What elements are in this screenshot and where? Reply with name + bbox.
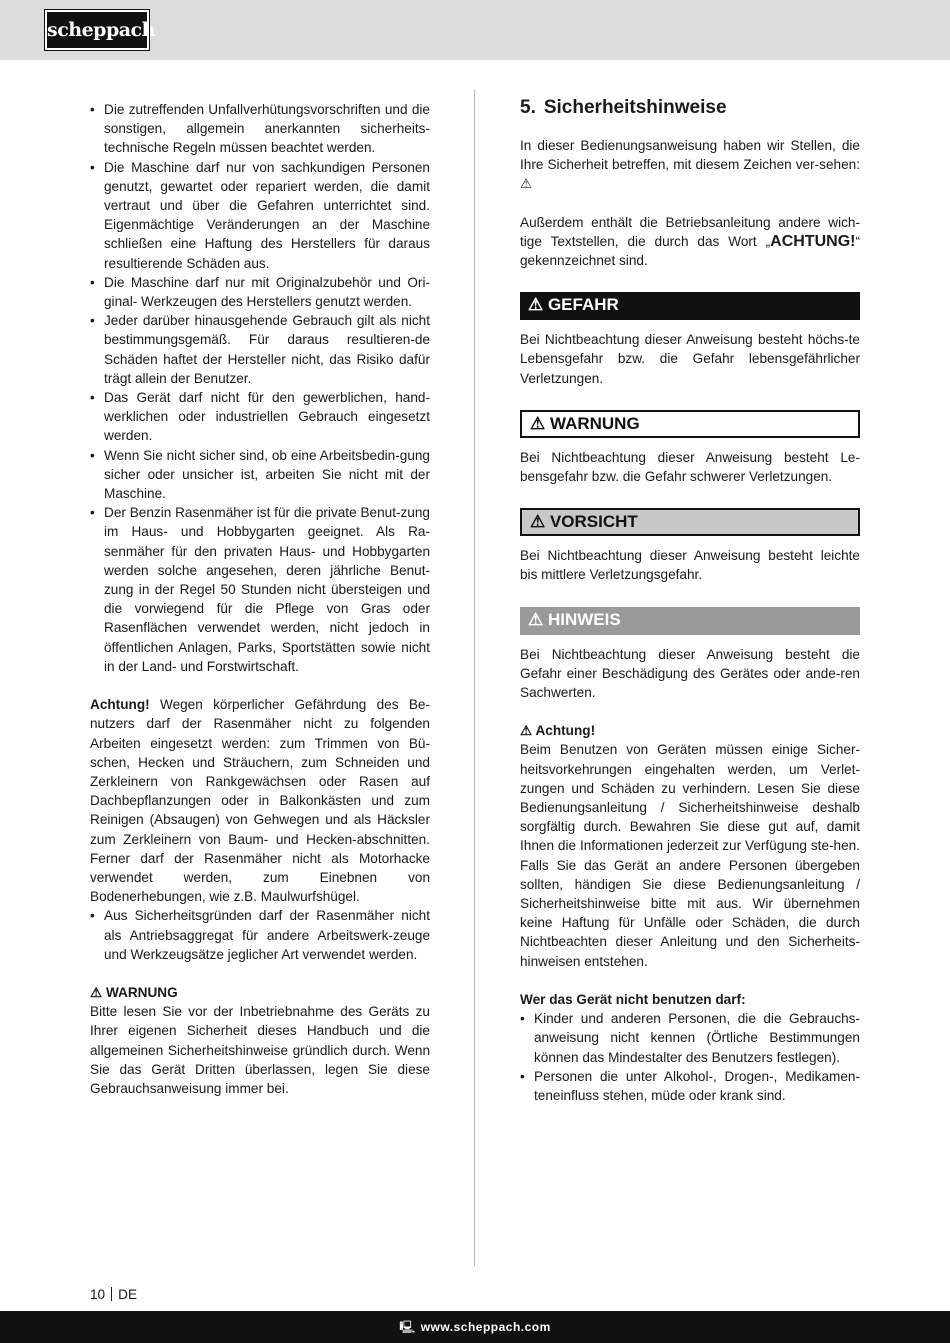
left-column: [90, 100, 430, 1098]
vorsicht-signal-box: ⚠ VORSICHT: [520, 508, 860, 536]
right-column: [520, 96, 860, 1105]
intro-paragraph-1: In dieser Bedienungsanweisung haben wir Stellen, die Ihre Sicherheit betreffen, mit diesem Zeichen ver-sehen: ⚠: [520, 138, 860, 192]
column-divider: [474, 90, 475, 1266]
gefahr-text: Bei Nichtbeachtung dieser Anweisung besteht höchs-te Lebensgefahr bzw. die Gefahr lebensgefährlicher Verletzungen.: [520, 332, 860, 386]
achtung-label: Achtung!: [90, 697, 150, 713]
language-code: DE: [118, 1287, 138, 1302]
list-item: • Der Benzin Rasenmäher ist für die private Benut-zung im Haus- und Hobbygarten geeignet. Als Ra-senmäher für den privaten Haus- und Hobbygarten werden solche angesehen, deren jährliche Benut-zung in der Regel 50 Stunden nicht übersteigen und die vorwiegend für die Pflege von Gras oder Rasenflächen verwendet werden, nicht jedoch in öffentlichen Anlagen, Parks, Sportstätten sowie nicht in der Land- und Forstwirtschaft.: [90, 503, 430, 676]
gefahr-signal-box: ⚠ GEFAHR: [520, 292, 860, 320]
intro-paragraph-2: [520, 213, 860, 271]
section-number: 5.: [520, 97, 536, 118]
achtung-right-text: Beim Benutzen von Geräten müssen einige Sicher-heitsvorkehrungen eingehalten werden, um Verlet-zungen und Schäden zu verhindern. Lesen Sie diese Bedienungsanleitung / Sicherheitshinweise deshalb sorgfältig durch. Bewahren Sie diese gut auf, damit Ihnen die Informationen jederzeit zur Verfügung ste-hen. Falls Sie das Gerät an andere Personen übergeben sollten, händigen Sie diese Bedienungsanleitung / Sicherheitshinweise bitte mit aus. Wir übernehmen keine Haftung für Unfälle oder Schäden, die durch Nichtbeachten dieser Anleitung und den Sicherheits-hinweisen entstehen.: [520, 742, 860, 969]
warnung-signal-box: ⚠ WARNUNG: [520, 410, 860, 438]
nicht-benutzen-list: [520, 1009, 860, 1105]
achtung-text: Wegen körperlicher Gefährdung des Be-nutzers darf der Rasenmäher nicht zu folgenden Arbeiten eingesetzt werden: zum Trimmen von Bü-schen, Hecken und Sträuchern, zum Schneiden und Zerkleinern von Rankgewächsen oder Rasen auf Dachbepflanzungen oder in Balkonkästen und zum Reinigen (Absaugen) von Gehwegen und als Häcksler zum Zerkleinern von Baum- und Hecken-abschnitten. Ferner darf der Rasenmäher nicht als Motorhacke verwendet werden, zum Einebnen von Bodenerhebungen, wie z.B. Maulwurfshügel.: [90, 697, 430, 905]
website-link[interactable]: www.scheppach.com: [420, 1320, 551, 1334]
section-title-text: Sicherheitshinweise: [543, 97, 727, 118]
list-item: • Die zutreffenden Unfallverhütungsvorschriften und die sonstigen, allgemein anerkannten sicherheits-technische Regeln müssen beachtet werden.: [90, 100, 430, 158]
achtung-word: ACHTUNG!: [770, 232, 856, 250]
footer-bar: [0, 1311, 950, 1343]
vorsicht-text: Bei Nichtbeachtung dieser Anweisung besteht leichte bis mittlere Verletzungsgefahr.: [520, 548, 860, 583]
achtung-heading: ⚠ Achtung!: [520, 723, 596, 739]
hinweis-text: Bei Nichtbeachtung dieser Anweisung besteht die Gefahr einer Beschädigung des Gerätes oder ande-ren Sachwerten.: [520, 646, 860, 701]
list-item: • Kinder und anderen Personen, die die Gebrauchs-anweisung nicht kennen (Örtliche Bestimmungen können das Mindestalter des Benutzers festlegen).: [520, 1009, 860, 1067]
list-item: • Aus Sicherheitsgründen darf der Rasenmäher nicht als Antriebsaggregat für andere Arbeitswerk-zeuge und Werkzeugsätze jeglicher Art verwendet werden.: [90, 906, 430, 964]
page-number-value: 10: [90, 1287, 106, 1302]
intro2-post: “ gekennzeichnet sind.: [520, 233, 860, 269]
list-item: • Die Maschine darf nur mit Originalzubehör und Ori-ginal- Werkzeugen des Herstellers genutzt werden.: [90, 273, 430, 311]
page-separator: [111, 1287, 112, 1301]
list-item: • Die Maschine darf nur von sachkundigen Personen genutzt, gewartet oder repariert werden, die damit vertraut und über die Gefahren unterrichtet sind. Eigenmächtige Veränderungen an der Maschine schließen eine Haftung des Herstellers für daraus resultierende Schäden aus.: [90, 158, 430, 273]
warnung-right-text: Bei Nichtbeachtung dieser Anweisung besteht Le-bensgefahr bzw. die Gefahr schwerer Verletzungen.: [520, 449, 860, 485]
intro2-pre: Außerdem enthält die Betriebsanleitung andere wich-tige Textstellen, die durch das Wort „: [520, 214, 860, 249]
list-item: • Personen die unter Alkohol-, Drogen-, Medikamen-teneinfluss stehen, müde oder krank sind.: [520, 1067, 860, 1105]
computer-icon: 🖳: [399, 1320, 416, 1334]
warnung-heading: ⚠ WARNUNG: [90, 984, 178, 1000]
achtung-paragraph: [90, 695, 430, 906]
brand-logo: scheppach: [45, 10, 149, 50]
warnung-text: Bitte lesen Sie vor der Inbetriebnahme des Geräts zu Ihrer eigenen Sicherheit dieses Handbuch und die allgemeinen Sicherheitshinweise gründlich durch. Wenn Sie das Gerät Dritten überlassen, legen Sie diese Gebrauchsanweisung immer bei.: [90, 1004, 430, 1096]
hinweis-signal-box: ⚠ HINWEIS: [520, 607, 860, 635]
safety-rules-list-2: [90, 906, 430, 964]
page-number: [90, 1287, 137, 1302]
list-item: • Jeder darüber hinausgehende Gebrauch gilt als nicht bestimmungsgemäß. Für daraus resultieren-de Schäden haftet der Hersteller nicht, das Risiko dafür trägt allein der Benutzer.: [90, 311, 430, 388]
section-title: [520, 96, 860, 120]
nicht-benutzen-heading: Wer das Gerät nicht benutzen darf:: [520, 991, 746, 1007]
list-item: • Wenn Sie nicht sicher sind, ob eine Arbeitsbedin-gung sicher oder unsicher ist, arbeiten Sie nicht mit der Maschine.: [90, 446, 430, 504]
header-bar: [0, 0, 950, 60]
safety-rules-list: [90, 100, 430, 676]
list-item: • Das Gerät darf nicht für den gewerblichen, hand-werklichen oder industriellen Gebrauch eingesetzt werden.: [90, 388, 430, 446]
